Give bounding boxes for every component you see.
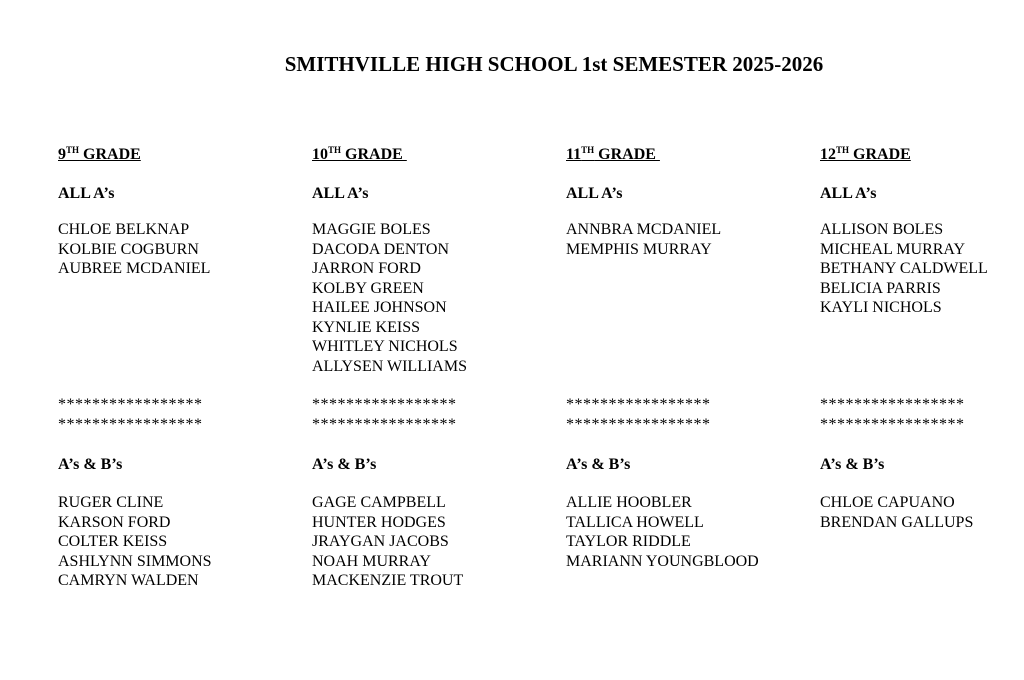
list-item: HUNTER HODGES	[312, 513, 446, 531]
all-as-heading: ALL A’s	[58, 185, 115, 202]
list-item: MAGGIE BOLES	[312, 221, 431, 238]
as-bs-heading: A’s & B’s	[58, 456, 123, 473]
all-as-heading: ALL A’s	[312, 185, 369, 202]
list-item: GAGE CAMPBELL	[312, 494, 446, 511]
grade-heading: 10TH GRADE	[312, 145, 407, 163]
list-item: ALLIE HOOBLER	[566, 494, 692, 511]
as-bs-heading: A’s & B’s	[820, 456, 885, 473]
grade-heading: 12TH GRADE	[820, 145, 911, 163]
list-item: ALLYSEN WILLIAMS	[312, 357, 467, 375]
star-divider: ***************** *****************	[820, 396, 965, 433]
all-as-heading: ALL A’s	[820, 185, 877, 202]
grade-column-12	[820, 145, 1024, 531]
grade-column-9	[58, 145, 298, 589]
all-as-heading: ALL A’s	[566, 185, 623, 202]
list-item: WHITLEY NICHOLS	[312, 338, 458, 355]
list-item: MACKENZIE TROUT	[312, 572, 464, 589]
list-item: BRENDAN GALLUPS	[820, 513, 974, 531]
all-as-list	[312, 220, 467, 376]
star-divider: ***************** *****************	[58, 396, 203, 433]
grade-heading: 9TH GRADE	[58, 145, 141, 163]
list-item: DACODA DENTON	[312, 240, 450, 258]
as-bs-list	[312, 493, 463, 591]
list-item: COLTER KEISS	[58, 533, 168, 550]
list-item: RUGER CLINE	[58, 494, 164, 511]
list-item: CHLOE BELKNAP	[58, 221, 190, 238]
star-divider: ***************** *****************	[566, 396, 711, 433]
list-item: CHLOE CAPUANO	[820, 494, 955, 511]
list-item: TALLICA HOWELL	[566, 513, 704, 531]
grade-heading: 11TH GRADE	[566, 145, 660, 163]
list-item: BELICIA PARRIS	[820, 279, 941, 297]
list-item: MICHEAL MURRAY	[820, 240, 966, 258]
list-item: ANNBRA MCDANIEL	[566, 221, 722, 238]
list-item: AUBREE MCDANIEL	[58, 260, 211, 277]
grade-column-10	[312, 145, 552, 589]
as-bs-list	[58, 493, 212, 591]
as-bs-list	[566, 493, 759, 571]
list-item: TAYLOR RIDDLE	[566, 533, 691, 550]
list-item: KYNLIE KEISS	[312, 318, 420, 336]
all-as-list	[820, 220, 988, 318]
as-bs-heading: A’s & B’s	[312, 456, 377, 473]
all-as-list	[566, 220, 721, 259]
grade-column-11	[566, 145, 806, 570]
list-item: KAYLI NICHOLS	[820, 299, 942, 316]
list-item: KOLBIE COGBURN	[58, 240, 199, 258]
list-item: HAILEE JOHNSON	[312, 299, 447, 316]
page-title: SMITHVILLE HIGH SCHOOL 1st SEMESTER 2025-2026	[284, 52, 824, 76]
list-item: ALLISON BOLES	[820, 221, 944, 238]
list-item: MEMPHIS MURRAY	[566, 240, 712, 258]
star-divider: ***************** *****************	[312, 396, 457, 433]
list-item: NOAH MURRAY	[312, 552, 431, 570]
list-item: KARSON FORD	[58, 513, 171, 531]
list-item: JRAYGAN JACOBS	[312, 533, 449, 550]
as-bs-heading: A’s & B’s	[566, 456, 631, 473]
list-item: ASHLYNN SIMMONS	[58, 552, 212, 570]
list-item: JARRON FORD	[312, 260, 421, 277]
as-bs-list	[820, 493, 973, 532]
list-item: BETHANY CALDWELL	[820, 260, 988, 277]
all-as-list	[58, 220, 210, 279]
list-item: MARIANN YOUNGBLOOD	[566, 552, 759, 570]
list-item: CAMRYN WALDEN	[58, 572, 199, 589]
list-item: KOLBY GREEN	[312, 279, 424, 297]
